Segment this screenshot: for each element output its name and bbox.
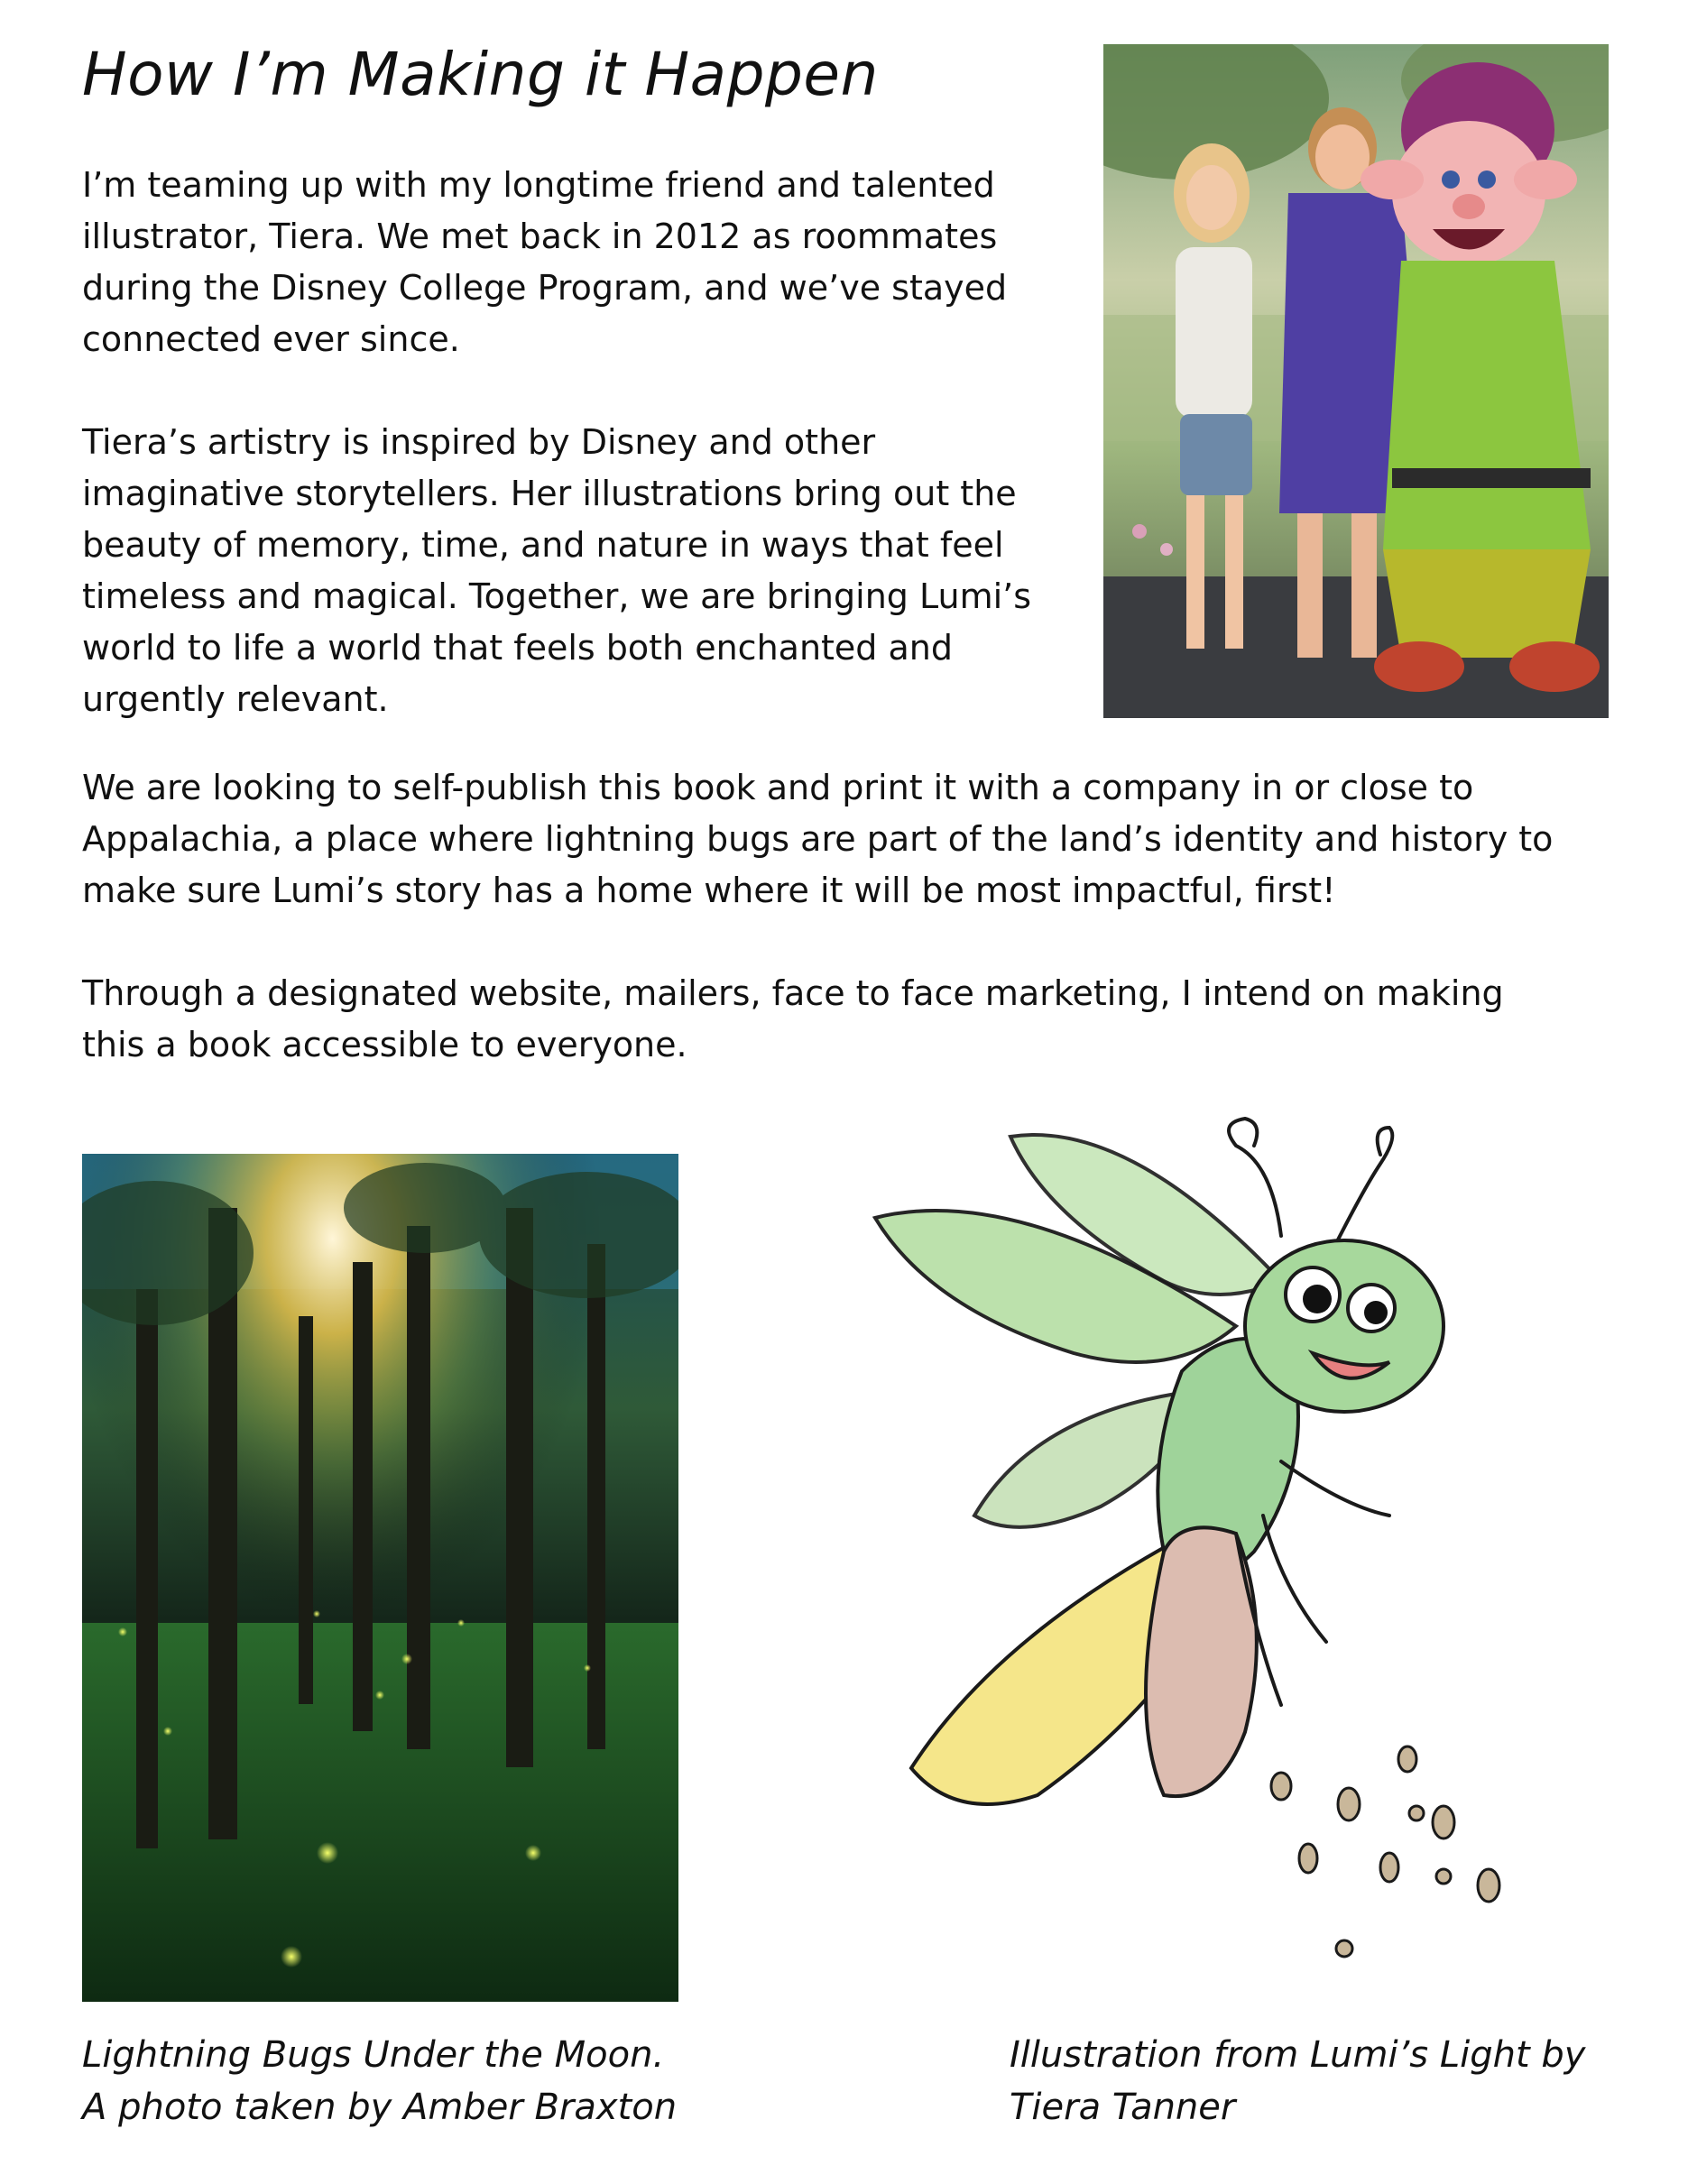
forest-fireflies-photo xyxy=(82,1154,678,2002)
paragraph-artistry: Tiera’s artistry is inspired by Disney and other imaginative storytellers. Her illustrations bring out the beauty of memory, time, and nature in ways that feel timeless and magical. Together, we are bringing Lumi’s world to life a world that feels both enchanted and urgently relevant. xyxy=(82,422,1032,719)
illustration-caption: Illustration from Lumi’s Light by Tiera Tanner xyxy=(1010,2034,1586,2128)
page-title: How I’m Making it Happen xyxy=(82,40,879,109)
forest-photo-caption: Lightning Bugs Under the Moon. A photo taken by Amber Braxton xyxy=(82,2034,678,2128)
paragraph-publishing: We are looking to self-publish this book and print it with a company in or close to Appalachia, a place where lightning bugs are part of the land’s identity and history to make sure Lumi’s story has a home where it will be most impactful, first! xyxy=(82,768,1554,910)
lumi-firefly-illustration xyxy=(857,1083,1543,1985)
paragraph-marketing: Through a designated website, mailers, face to face marketing, I intend on making this a book accessible to everyone. xyxy=(82,973,1504,1064)
paragraph-friendship: I’m teaming up with my longtime friend and talented illustrator, Tiera. We met back in 2012 as roommates during the Disney College Program, and we’ve stayed connected ever since. xyxy=(82,165,1008,359)
friends-photo xyxy=(1103,44,1609,718)
